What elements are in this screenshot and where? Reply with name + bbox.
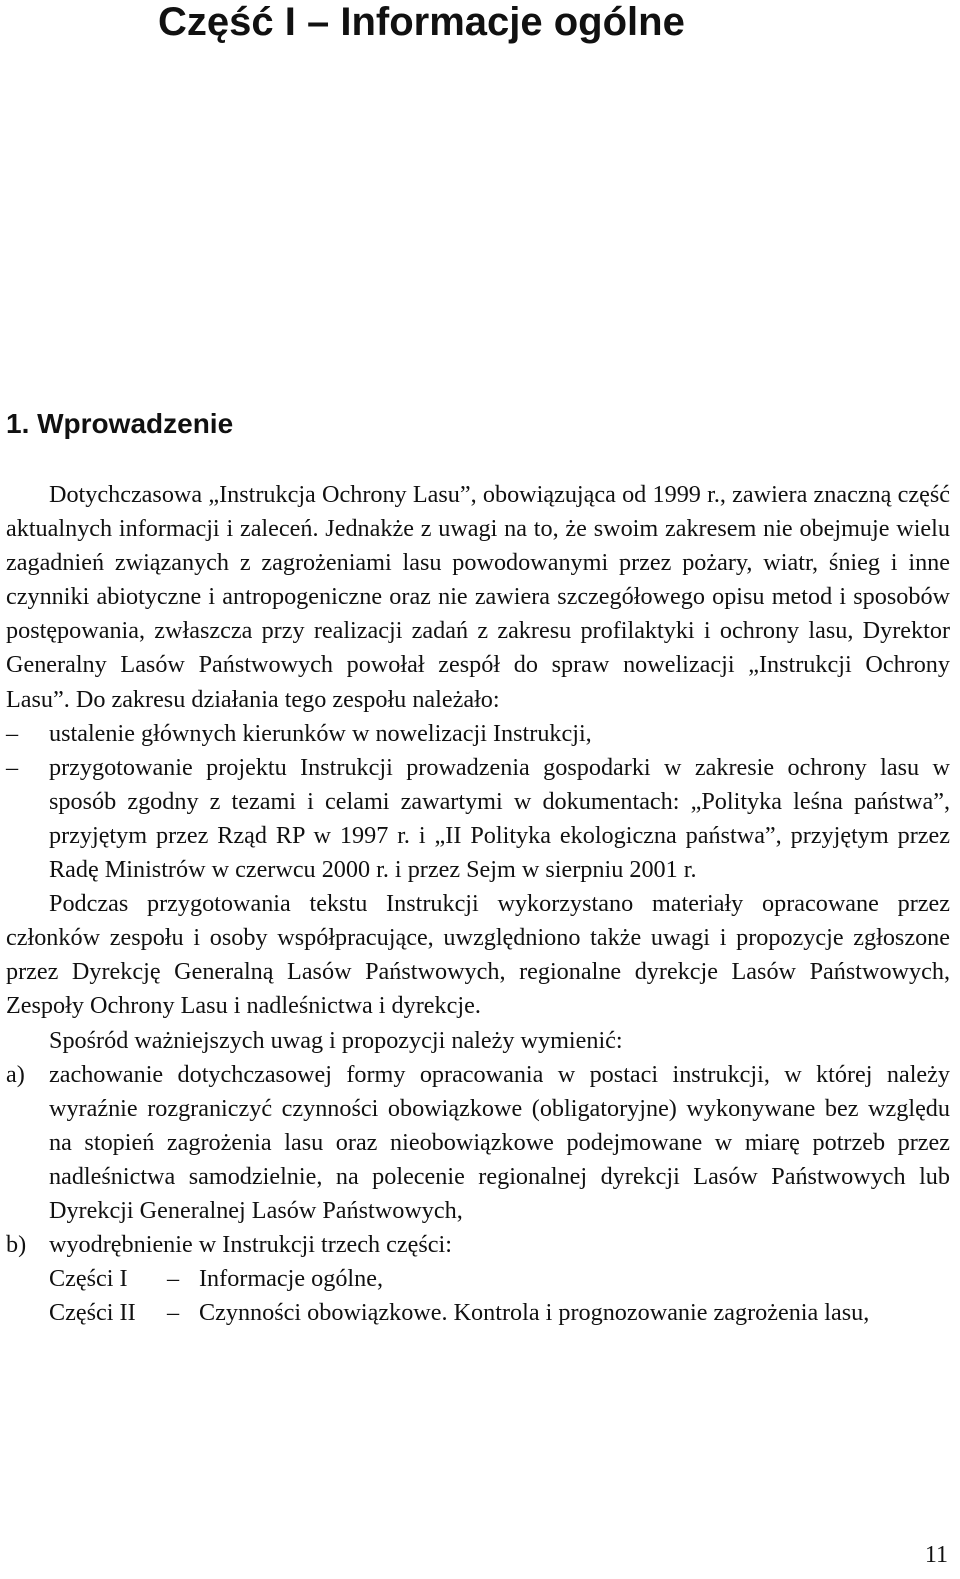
page-number: 11: [924, 1542, 948, 1568]
dash-marker: –: [6, 753, 19, 781]
part-label: Części I: [49, 1265, 128, 1293]
list-item-a: [6, 1058, 950, 1228]
list-item-text: przygotowanie projektu Instrukcji prowadzenia gospodarki w zakresie ochrony lasu w sposób zgodny z tezami i celami zawartymi w dokumentach: „Polityka leśna państwa”, przyjętym przez Rząd RP w 1997 r. i „II Polityka ekologiczna państwa”, przyjętym przez Radę Ministrów w czerwcu 2000 r. i przez Sejm w sierpniu 2001 r.: [49, 753, 950, 884]
paragraph-materials: Podczas przygotowania tekstu Instrukcji wykorzystano materiały opracowane przez członków zespołu i osoby współpracujące, uwzględniono także uwagi i propozycje zgłoszone przez Dyrekcję Generalną Lasów Państwowych, regionalne dyrekcje Lasów Państwowych, Zespoły Ochrony Lasu i nadleśnictwa i dyrekcje.: [6, 890, 950, 1020]
part-dash: –: [167, 1299, 180, 1327]
dash-marker: –: [6, 719, 19, 747]
list-item-dash-1: [6, 717, 950, 751]
paragraph-intro: Dotychczasowa „Instrukcja Ochrony Lasu”, obowiązująca od 1999 r., zawiera znaczną część aktualnych informacji i zaleceń. Jednakże z uwagi na to, że swoim zakresem nie obejmuje wielu zagadnień związanych z zagrożeniami lasu powodowanymi przez pożary, wiatr, śnieg i inne czynniki abiotyczne i antropogeniczne oraz nie zawiera szczegółowego opisu metod i sposobów postępowania, zwłaszcza przy realizacji zadań z zakresu profilaktyki i ochrony lasu, Dyrektor Generalny Lasów Państwowych powołał zespół do spraw nowelizacji „Instrukcji Ochrony Lasu”. Do zakresu działania tego zespołu należało:: [6, 481, 950, 713]
list-marker-a: a): [6, 1060, 25, 1088]
page-title: Część I – Informacje ogólne: [158, 0, 685, 44]
part-description: Informacje ogólne,: [199, 1265, 384, 1293]
list-item-b: [6, 1228, 950, 1262]
part-label: Części II: [49, 1299, 136, 1327]
list-item-text: zachowanie dotychczasowej formy opracowania w postaci instrukcji, w której należy wyraźnie rozgraniczyć czynności obowiązkowe (obligatoryjne) wykonywane bez względu na stopień zagrożenia lasu oraz nieobowiązkowe podejmowane w miarę potrzeb przez nadleśnictwa samodzielnie, na polecenie regionalnej dyrekcji Lasów Państwowych lub Dyrekcji Generalnej Lasów Państwowych,: [49, 1060, 950, 1224]
list-marker-b: b): [6, 1231, 27, 1259]
body-text: [6, 478, 950, 1330]
part-description: Czynności obowiązkowe. Kontrola i prognozowanie zagrożenia lasu,: [199, 1299, 870, 1327]
paragraph-proposals: Spośród ważniejszych uwag i propozycji należy wymienić:: [49, 1026, 623, 1054]
part-dash: –: [167, 1265, 180, 1293]
list-item-dash-2: [6, 751, 950, 887]
part-row-2: [6, 1296, 950, 1330]
list-item-text: wyodrębnienie w Instrukcji trzech części:: [49, 1231, 452, 1259]
list-item-text: ustalenie głównych kierunków w nowelizacji Instrukcji,: [49, 719, 592, 747]
section-heading: 1. Wprowadzenie: [6, 408, 234, 439]
part-row-1: [6, 1262, 950, 1296]
